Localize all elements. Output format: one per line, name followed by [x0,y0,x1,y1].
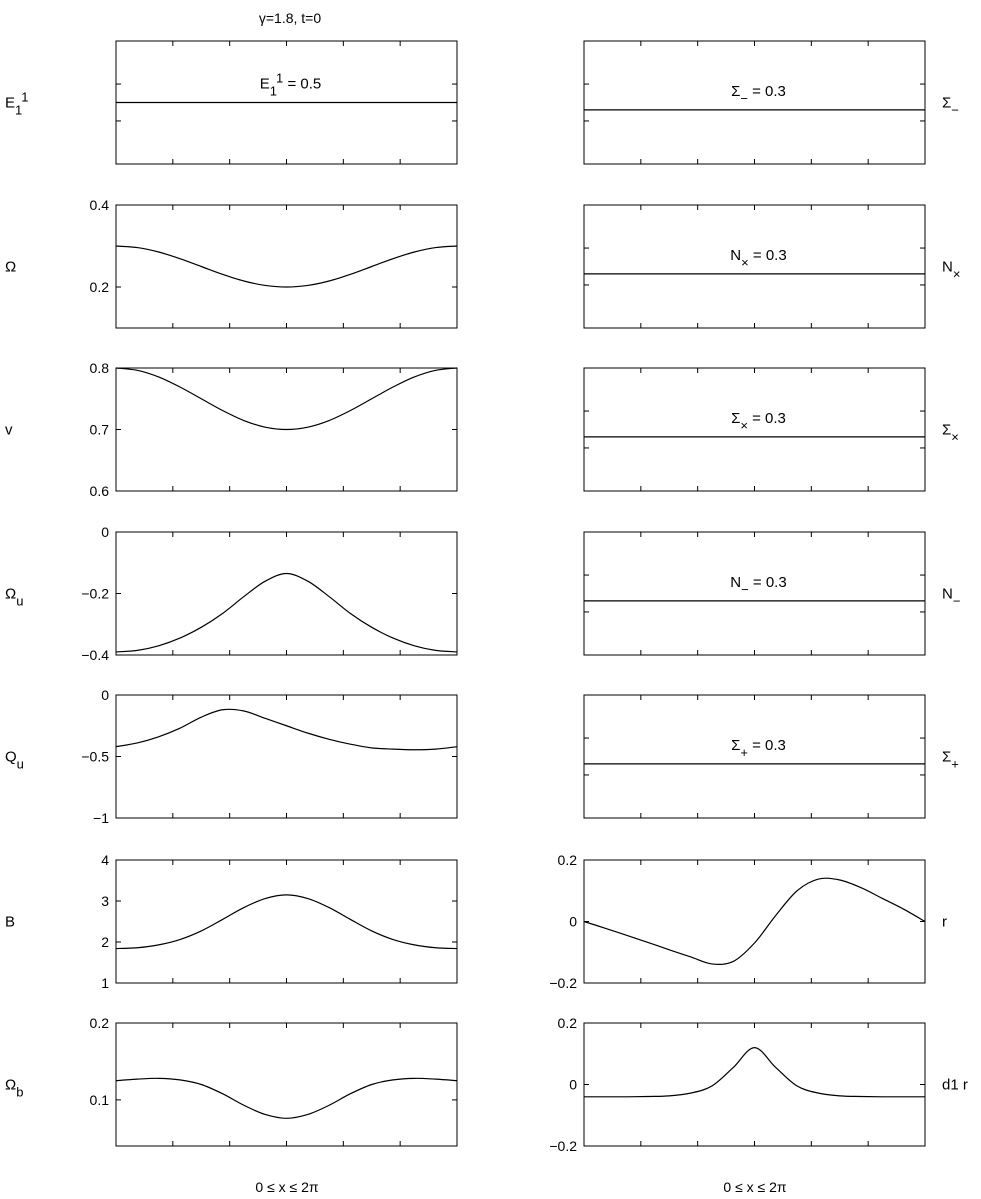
y-tick-label: 0.2 [557,852,577,868]
y-tick-label: 0.8 [89,360,109,376]
annotation-Sigma_plus: Σ+ = 0.3 [731,736,786,760]
annotation-Sigma_times: Σ× = 0.3 [731,409,786,433]
ylabel-r: r [942,913,947,931]
ylabel-N_minus: N− [942,585,961,609]
axes-frame [584,41,925,164]
panel-B [5,852,457,991]
y-tick-label: 3 [101,893,109,909]
ylabel-Sigma_plus: Σ+ [942,748,959,772]
series-line-Omega_u [116,574,457,652]
axes-frame [584,205,925,328]
series-line-Omega_b [116,1078,457,1118]
series-line-d1r [584,1048,925,1097]
axes-frame [584,532,925,655]
axes-frame [584,368,925,491]
annotation-Sigma_minus: Σ− = 0.3 [731,82,786,106]
series-line-r [584,878,925,964]
series-line-Omega [116,246,457,287]
y-tick-label: 0.6 [89,483,109,499]
y-tick-label: −0.2 [549,975,577,991]
panel-E11 [5,41,457,164]
series-line-v [116,368,457,430]
annotation-E11: E11 = 0.5 [259,70,322,99]
ylabel-v: v [5,421,13,439]
x-axis-label-right: 0 ≤ x ≤ 2π [723,1179,787,1195]
axes-frame [116,205,457,328]
axes-frame [584,1023,925,1146]
y-tick-label: 0.2 [557,1015,577,1031]
y-tick-label: 0 [101,524,109,540]
series-line-Q_u [116,709,457,749]
y-tick-label: −0.4 [81,647,109,663]
y-tick-label: 0.7 [89,421,109,438]
y-tick-label: −0.2 [81,585,109,602]
y-tick-label: 2 [101,934,109,950]
axes-frame [584,860,925,983]
panel-N_times [584,205,960,328]
y-tick-label: 4 [101,852,109,868]
y-tick-label: 1 [101,975,109,991]
x-axis-label-left: 0 ≤ x ≤ 2π [255,1179,319,1195]
axes-frame [116,860,457,983]
panel-Q_u [5,687,457,826]
ylabel-Sigma_times: Σ× [942,421,959,445]
panel-Sigma_times [584,368,959,491]
ylabel-d1r: d1 r [942,1076,968,1094]
annotation-N_minus: N− = 0.3 [730,573,787,597]
ylabel-B: B [5,913,16,931]
annotation-N_times: N× = 0.3 [730,246,787,270]
panel-Sigma_minus [584,41,959,164]
axes-frame [584,695,925,818]
y-tick-label: −1 [93,810,109,826]
ylabel-Omega_b: Ωb [5,1076,24,1100]
panel-Omega [5,197,457,328]
figure-title: γ=1.8, t=0 [258,10,322,26]
axes-frame [116,695,457,818]
y-tick-label: 0 [569,1076,577,1093]
ylabel-Omega: Ω [5,258,17,276]
panel-r [549,852,947,991]
y-tick-label: −0.5 [81,748,109,765]
ylabel-Sigma_minus: Σ− [942,94,959,118]
panel-Omega_b [5,1015,457,1146]
ylabel-Q_u: Qu [5,748,24,772]
ylabel-Omega_u: Ωu [5,585,24,609]
panels [5,41,968,1154]
y-tick-label: 0 [101,687,109,703]
ylabel-E11: E11 [5,89,29,118]
y-tick-label: 0.2 [89,1015,109,1031]
panel-v [5,360,457,499]
panel-d1r [549,1015,968,1154]
y-tick-label: 0.1 [89,1091,109,1108]
y-tick-label: −0.2 [549,1138,577,1154]
axes-frame [116,532,457,655]
y-tick-label: 0.4 [89,197,109,213]
panel-Omega_u [5,524,457,663]
y-tick-label: 0 [569,913,577,930]
ylabel-N_times: N× [942,258,961,282]
panel-Sigma_plus [584,695,959,818]
series-line-B [116,895,457,949]
axes-frame [116,1023,457,1146]
panel-N_minus [584,532,960,655]
y-tick-label: 0.2 [89,279,109,295]
